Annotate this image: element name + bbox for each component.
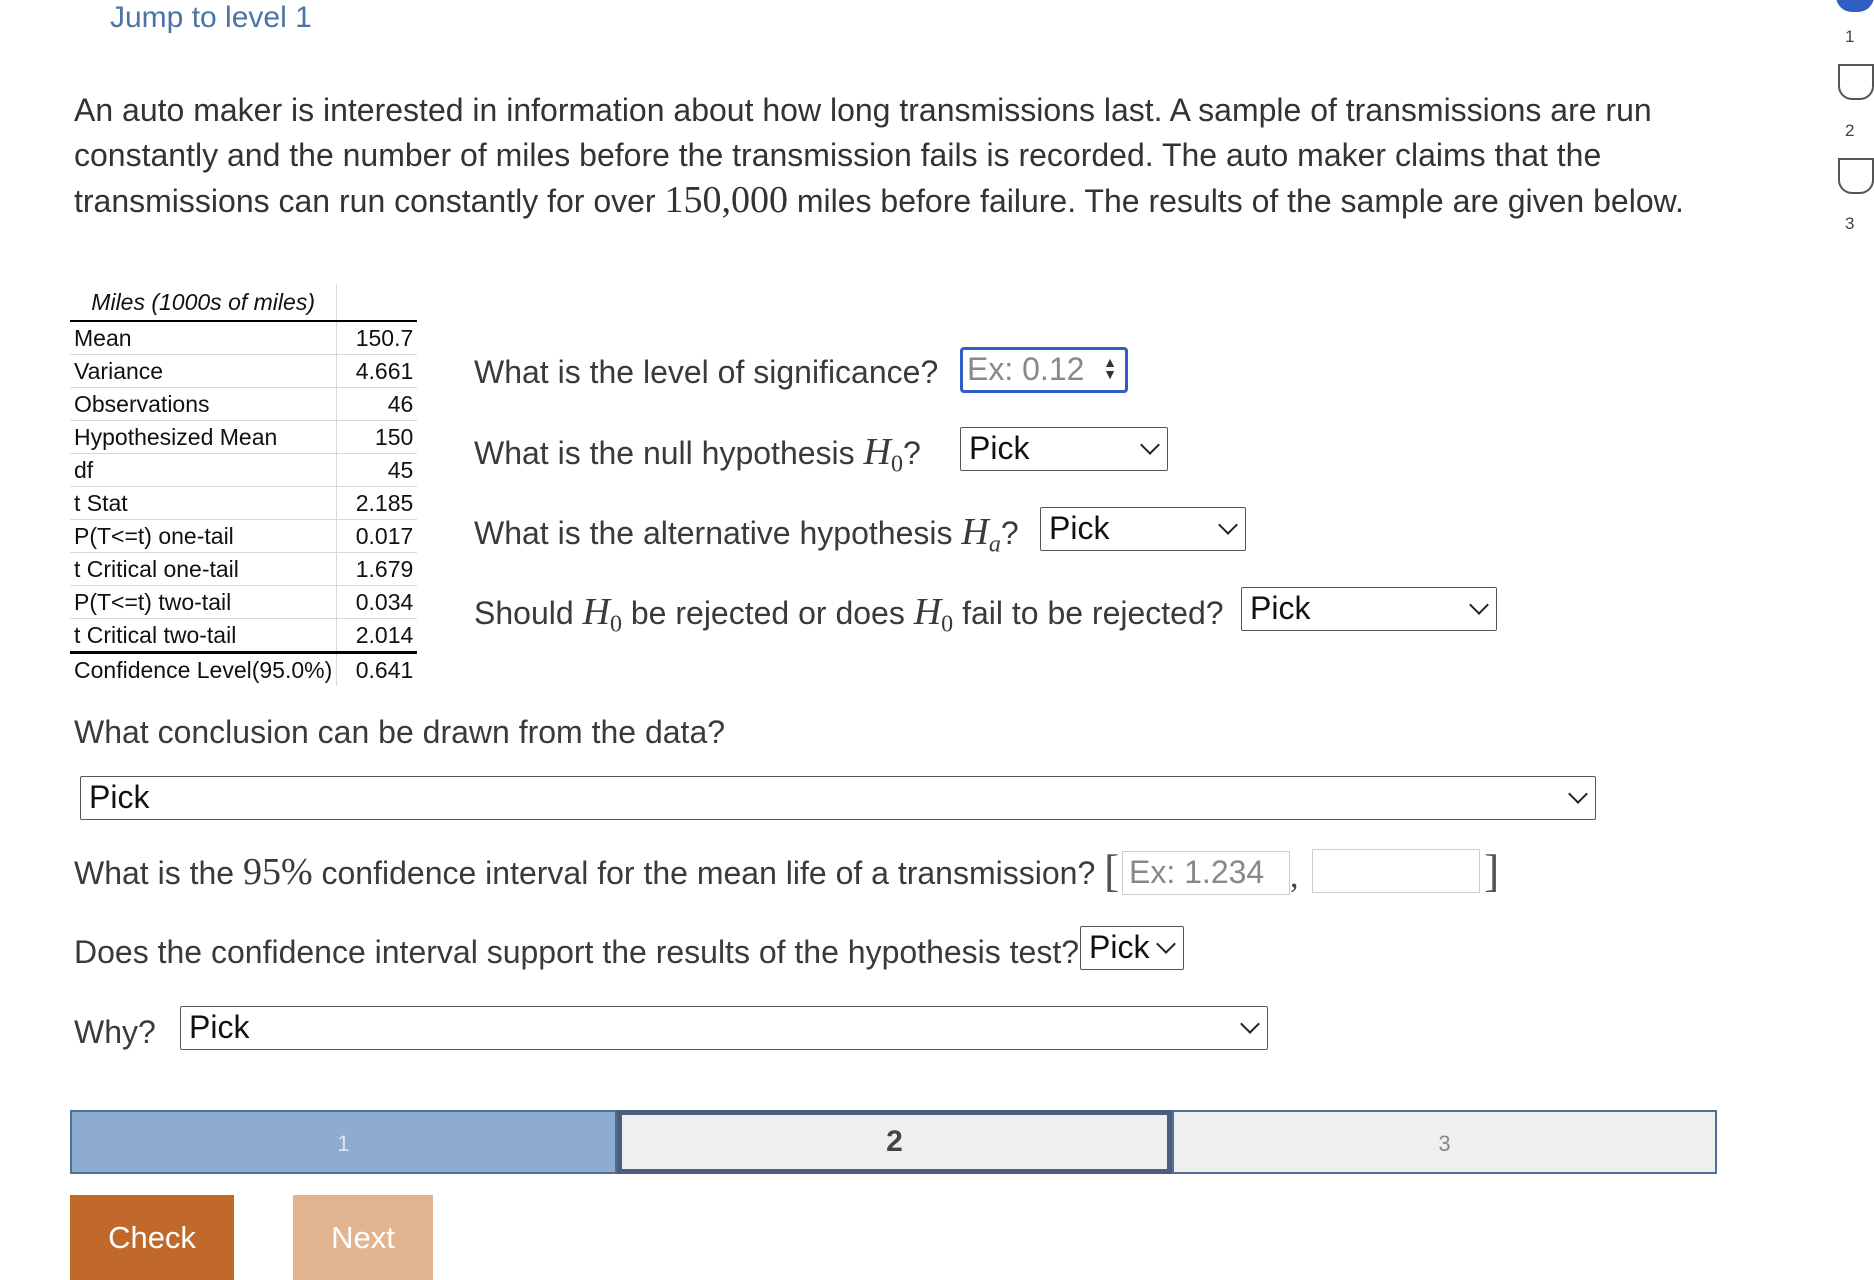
support-select-value: Pick bbox=[1089, 929, 1150, 965]
alt-hypothesis-select[interactable] bbox=[1040, 507, 1246, 551]
chevron-down-icon bbox=[1140, 435, 1160, 455]
null-hypothesis-select[interactable] bbox=[960, 427, 1168, 471]
table-row bbox=[70, 454, 417, 487]
problem-statement bbox=[74, 88, 1714, 224]
stat-value: 150.7 bbox=[337, 321, 418, 355]
significance-placeholder: Ex: 0.12 bbox=[967, 351, 1085, 387]
table-row bbox=[70, 553, 417, 586]
stat-value: 4.661 bbox=[337, 355, 418, 388]
jump-to-level-link[interactable]: Jump to level 1 bbox=[110, 1, 312, 34]
ci-lower-placeholder: Ex: 1.234 bbox=[1129, 854, 1265, 890]
stat-label: Observations bbox=[70, 388, 337, 421]
stat-value: 45 bbox=[337, 454, 418, 487]
next-button[interactable]: Next bbox=[293, 1195, 433, 1280]
table-row bbox=[70, 388, 417, 421]
null-label: What is the null hypothesis bbox=[474, 435, 864, 471]
null-var: H bbox=[863, 431, 891, 473]
reject-mid: be rejected or does bbox=[621, 595, 914, 631]
stat-label: P(T<=t) two-tail bbox=[70, 586, 337, 619]
chevron-down-icon bbox=[1218, 515, 1238, 535]
close-bracket: ] bbox=[1484, 845, 1500, 896]
reject-question bbox=[474, 592, 1224, 644]
reject-var: H bbox=[582, 591, 610, 633]
problem-value: 150,000 bbox=[664, 179, 788, 221]
rail-level-2: 2 bbox=[1845, 121, 1855, 140]
why-question: Why? bbox=[74, 1014, 156, 1050]
why-select-value: Pick bbox=[189, 1009, 250, 1045]
stat-label: Hypothesized Mean bbox=[70, 421, 337, 454]
ci-lower-input[interactable] bbox=[1122, 851, 1290, 895]
stat-label: Variance bbox=[70, 355, 337, 388]
table-row bbox=[70, 653, 417, 687]
null-hypothesis-question bbox=[474, 432, 921, 484]
level-1-shield-icon[interactable] bbox=[1836, 0, 1874, 12]
chevron-down-icon bbox=[1156, 934, 1176, 954]
alt-hypothesis-question bbox=[474, 512, 1019, 564]
conclusion-select-value: Pick bbox=[89, 779, 150, 815]
table-row bbox=[70, 355, 417, 388]
reject-var-2: H bbox=[913, 591, 942, 633]
stat-label: Confidence Level(95.0%) bbox=[74, 656, 333, 683]
chevron-down-icon bbox=[1568, 784, 1588, 804]
table-row bbox=[70, 520, 417, 553]
stat-label: Mean bbox=[70, 321, 337, 355]
stats-table bbox=[70, 284, 417, 686]
ci-pct: 95% bbox=[242, 851, 313, 893]
null-label-post: ? bbox=[902, 435, 921, 471]
chevron-down-icon bbox=[1240, 1014, 1260, 1034]
table-row bbox=[70, 321, 417, 355]
stat-label: P(T<=t) one-tail bbox=[70, 520, 337, 553]
ci-question bbox=[74, 852, 1095, 893]
rail-level-3: 3 bbox=[1845, 214, 1855, 233]
progress-segment-1[interactable]: 1 bbox=[70, 1110, 617, 1174]
problem-text-part1: An auto maker is interested in information about how long transmissions last. A sample of transmissions are run constantly and the number of miles before the transmission fails is recorded. The auto maker claims that the transmissions can run constantly for over bbox=[74, 92, 1652, 219]
reject-select-value: Pick bbox=[1250, 590, 1311, 626]
reject-post: fail to be rejected? bbox=[953, 595, 1224, 631]
spinner-icon[interactable]: ▲ ▼ bbox=[1103, 354, 1117, 382]
stat-value: 0.017 bbox=[337, 520, 418, 553]
table-row bbox=[70, 487, 417, 520]
conclusion-question: What conclusion can be drawn from the data? bbox=[74, 714, 726, 750]
check-button[interactable]: Check bbox=[70, 1195, 234, 1280]
reject-sub-2: 0 bbox=[941, 611, 954, 638]
stat-value: 46 bbox=[337, 388, 418, 421]
stat-value: 0.034 bbox=[337, 586, 418, 619]
significance-question: What is the level of significance? bbox=[474, 354, 939, 390]
null-sub: 0 bbox=[890, 451, 903, 478]
stat-label: t Critical two-tail bbox=[70, 619, 337, 653]
ci-upper-input[interactable] bbox=[1312, 849, 1480, 893]
table-row bbox=[70, 421, 417, 454]
ci-pre: What is the bbox=[74, 855, 243, 891]
level-3-shield-icon[interactable] bbox=[1838, 158, 1874, 194]
stats-header: Miles (1000s of miles) bbox=[70, 284, 337, 321]
level-2-shield-icon[interactable] bbox=[1838, 64, 1874, 100]
alt-label-post: ? bbox=[1000, 515, 1019, 551]
ci-post: confidence interval for the mean life of a transmission? bbox=[312, 855, 1096, 891]
alt-sub: a bbox=[988, 531, 1001, 558]
significance-input[interactable] bbox=[960, 347, 1128, 393]
ci-comma: , bbox=[1290, 858, 1299, 895]
why-select[interactable] bbox=[180, 1006, 1268, 1050]
table-row bbox=[70, 619, 417, 653]
stat-label: df bbox=[70, 454, 337, 487]
conclusion-select[interactable] bbox=[80, 776, 1596, 820]
chevron-down-icon bbox=[1469, 595, 1489, 615]
stat-value: 0.641 bbox=[337, 653, 418, 687]
alt-select-value: Pick bbox=[1049, 510, 1110, 546]
stat-value: 1.679 bbox=[337, 553, 418, 586]
reject-pre: Should bbox=[474, 595, 583, 631]
alt-label: What is the alternative hypothesis bbox=[474, 515, 962, 551]
stat-value: 150 bbox=[337, 421, 418, 454]
reject-sub: 0 bbox=[609, 611, 622, 638]
support-select[interactable] bbox=[1080, 926, 1184, 970]
stat-value: 2.185 bbox=[337, 487, 418, 520]
problem-text-part2: miles before failure. The results of the sample are given below. bbox=[787, 183, 1684, 219]
stat-value: 2.014 bbox=[337, 619, 418, 653]
stat-label: t Stat bbox=[70, 487, 337, 520]
progress-segment-3[interactable]: 3 bbox=[1172, 1110, 1717, 1174]
level-progress-bar bbox=[70, 1110, 1717, 1174]
null-select-value: Pick bbox=[969, 430, 1030, 466]
stat-label: t Critical one-tail bbox=[70, 553, 337, 586]
open-bracket: [ bbox=[1104, 845, 1120, 896]
reject-select[interactable] bbox=[1241, 587, 1497, 631]
table-row bbox=[70, 586, 417, 619]
rail-level-1: 1 bbox=[1845, 27, 1855, 46]
stats-header-row bbox=[70, 284, 417, 321]
support-question: Does the confidence interval support the results of the hypothesis test? bbox=[74, 934, 1080, 970]
alt-var: H bbox=[961, 511, 989, 553]
progress-segment-2[interactable]: 2 bbox=[617, 1110, 1172, 1174]
